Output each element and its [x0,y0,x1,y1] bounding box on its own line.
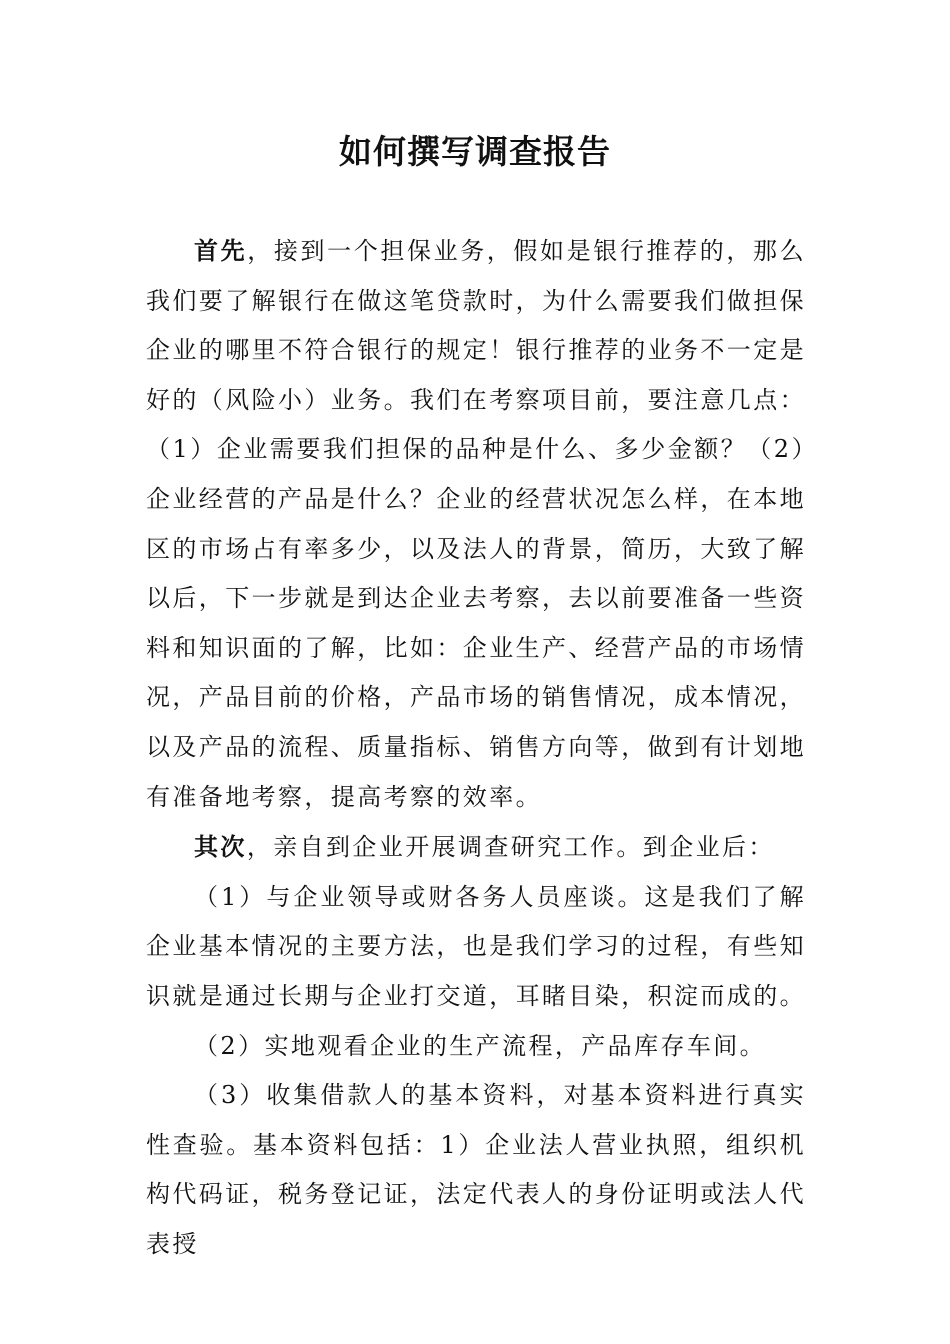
paragraph-item-3 [146,1071,806,1269]
paragraph-text-first: ，接到一个担保业务，假如是银行推荐的，那么我们要了解银行在做这笔贷款时，为什么需要我们做担保企业的哪里不符合银行的规定！银行推荐的业务不一定是好的（风险小）业务。我们在考察项目前，要注意几点：（1）企业需要我们担保的品种是什么、多少金额？（2）企业经营的产品是什么？企业的经营状况怎么样，在本地区的市场占有率多少，以及法人的背景，简历，大致了解以后，下一步就是到达企业去考察，去以前要准备一些资料和知识面的了解，比如：企业生产、经营产品的市场情况，产品目前的价格，产品市场的销售情况，成本情况，以及产品的流程、质量指标、销售方向等，做到有计划地有准备地考察，提高考察的效率。 [146,237,806,811]
paragraph-text-second: ，亲自到企业开展调查研究工作。到企业后： [246,833,775,862]
paragraph-text-item-3: （3）收集借款人的基本资料，对基本资料进行真实性查验。基本资料包括：1）企业法人营业执照，组织机构代码证，税务登记证，法定代表人的身份证明或法人代表授 [146,1081,806,1258]
paragraph-text-item-1: （1）与企业领导或财各务人员座谈。这是我们了解企业基本情况的主要方法，也是我们学习的过程，有些知识就是通过长期与企业打交道，耳睹目染，积淀而成的。 [146,882,806,1010]
paragraph-lead-first: 首先 [194,236,248,265]
paragraph-first [146,226,806,822]
paragraph-item-2 [146,1022,806,1072]
paragraph-second [146,822,806,873]
document-title: 如何撰写调查报告 [339,132,611,171]
paragraph-lead-second: 其次 [194,832,247,862]
paragraph-item-1 [146,873,806,1022]
paragraph-text-item-2: （2）实地观看企业的生产流程，产品库存车间。 [194,1031,767,1060]
document-body [146,226,806,1269]
